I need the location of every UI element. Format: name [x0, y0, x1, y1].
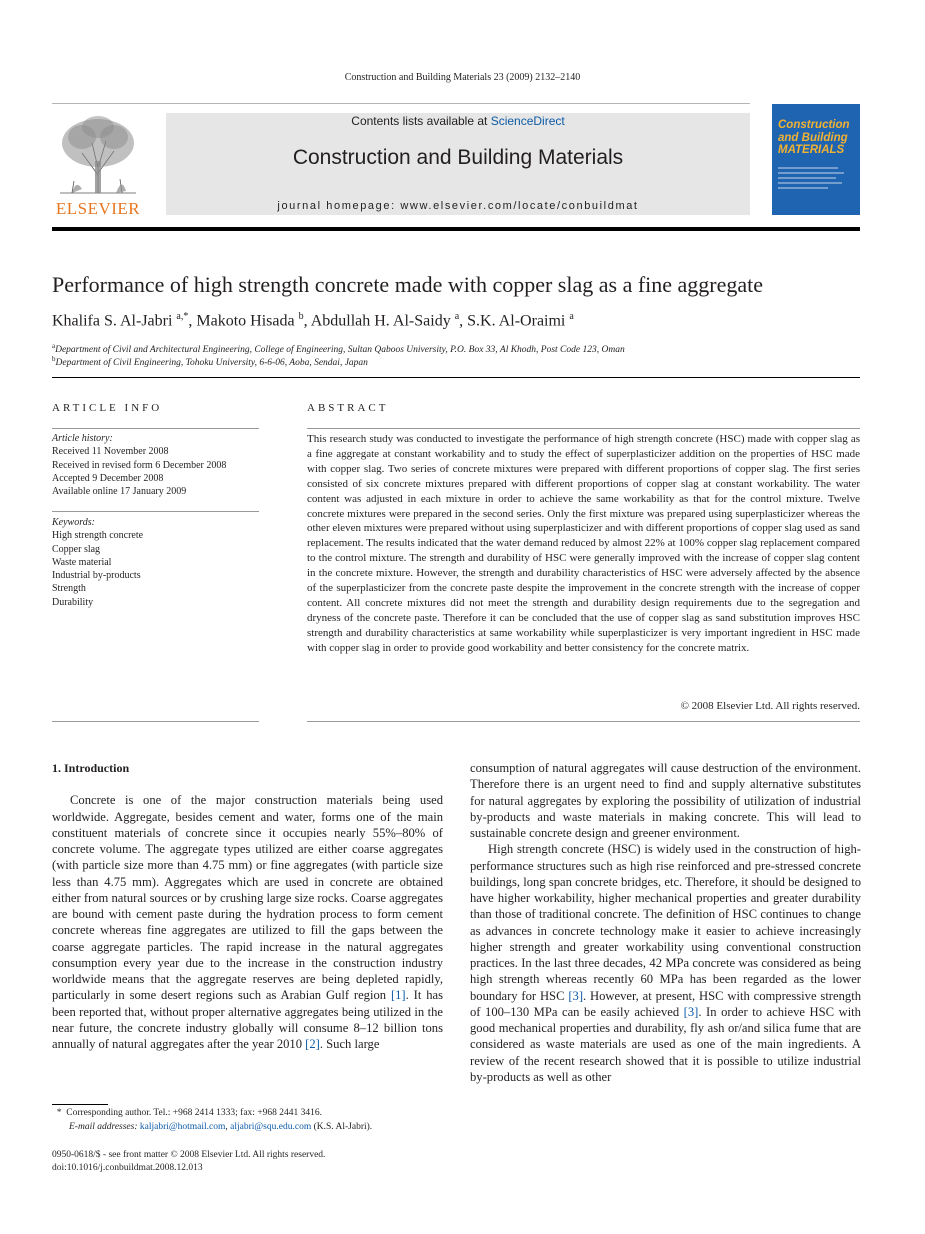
author-separator: , — [459, 312, 468, 330]
abstract-bottom-rule — [307, 721, 860, 722]
history-item: Received in revised form 6 December 2008 — [52, 459, 227, 471]
article-info-rule — [52, 428, 259, 429]
keyword: Durability — [52, 596, 94, 608]
history-item: Received 11 November 2008 — [52, 446, 169, 458]
paragraph-text: . Such large — [319, 1037, 380, 1051]
article-title: Performance of high strength concrete made with copper slag as a fine aggregate — [52, 272, 764, 297]
body-column-right — [470, 760, 861, 1085]
author-affil-mark[interactable]: a,* — [176, 311, 189, 322]
paragraph-text: . However, at present, HSC with compressive strength of 100–130 MPa can be easily achieved — [470, 988, 861, 1019]
issn-line: 0950-0618/$ - see front matter © 2008 Elsevier Ltd. All rights reserved. — [52, 1150, 326, 1160]
history-label: Article history: — [52, 433, 113, 444]
journal-citation: Construction and Building Materials 23 (2009) 2132–2140 — [344, 72, 581, 83]
asterisk-mark: * — [56, 1108, 62, 1118]
doi-line[interactable]: doi:10.1016/j.conbuildmat.2008.12.013 — [52, 1163, 203, 1173]
journal-name: Construction and Building Materials — [292, 146, 624, 169]
reference-link[interactable]: [3] — [683, 1004, 699, 1019]
affiliation-b — [52, 355, 872, 368]
article-info-bottom-rule — [52, 721, 259, 722]
email-suffix: (K.S. Al-Jabri). — [313, 1122, 373, 1132]
cover-title: Construction and Building MATERIALS — [778, 119, 850, 156]
keyword: Strength — [52, 583, 86, 595]
email-link[interactable]: aljabri@squ.edu.com — [230, 1122, 312, 1132]
elsevier-wordmark: ELSEVIER — [55, 199, 141, 218]
heading-spacer — [52, 776, 443, 792]
author-name: Abdullah H. Al-Saidy — [310, 312, 451, 330]
reference-link[interactable]: [2] — [305, 1037, 320, 1051]
sciencedirect-link[interactable]: ScienceDirect — [490, 114, 565, 128]
header-thick-rule — [52, 227, 860, 231]
title-divider — [52, 377, 860, 378]
abstract-rule — [307, 428, 860, 429]
email-label: E-mail addresses: — [69, 1122, 138, 1132]
section-heading: 1. Introduction — [52, 761, 130, 775]
affiliation-text: Department of Civil Engineering, Tohoku University, 6-6-06, Aoba, Sendai, Japan — [55, 358, 368, 369]
keywords-block — [52, 516, 259, 609]
keywords-rule — [52, 511, 259, 512]
hsc-paragraph — [470, 841, 861, 1085]
author-separator: , — [303, 312, 311, 330]
author-name: S.K. Al-Oraimi — [467, 312, 566, 330]
footnote-text: Corresponding author. Tel.: +968 2414 1333; fax: +968 2441 3416. — [66, 1108, 323, 1118]
author-name: Makoto Hisada — [196, 312, 295, 330]
keyword: Copper slag — [52, 543, 101, 555]
contents-prefix: Contents lists available at — [351, 114, 491, 128]
reference-link[interactable]: [1] — [390, 988, 406, 1003]
body-column-left — [52, 760, 443, 1052]
author-affil-mark[interactable]: a — [569, 311, 574, 322]
keywords-label: Keywords: — [52, 517, 95, 528]
cover-text-lines — [778, 165, 850, 195]
contents-line — [166, 114, 750, 128]
email-link[interactable]: kaljabri@hotmail.com — [139, 1122, 226, 1132]
email-note: E-mail addresses: kaljabri@hotmail.com, aljabri@squ.edu.com (K.S. Al-Jabri). — [69, 1122, 373, 1132]
footnote-rule — [52, 1104, 108, 1105]
intro-paragraph — [52, 792, 443, 1052]
journal-homepage[interactable]: journal homepage: www.elsevier.com/locate/conbuildmat — [277, 200, 639, 212]
history-item: Accepted 9 December 2008 — [52, 472, 164, 484]
keyword: Waste material — [52, 556, 112, 568]
header-divider — [52, 103, 750, 104]
continued-paragraph: consumption of natural aggregates will cause destruction of the environment. Therefore there is an urgent need to find and supply alternative substitutes for natural aggregates by exploring the possibility of utilization of industrial by-products and waste materials in making concrete. This will lead to sustainable concrete design and greener environment. — [470, 761, 861, 840]
corresponding-author-note — [52, 1108, 452, 1118]
affiliation-text: Department of Civil and Architectural Engineering, College of Engineering, Sultan Qaboos University, P.O. Box 33, Al Khodh, Post Code 123, Oman — [55, 345, 625, 356]
paragraph-text: High strength concrete (HSC) is widely used in the construction of high-performance structures such as high rise reinforced and pre-stressed concrete buildings, long span concrete bridges, etc. Therefore, it should be designed to have higher workability, higher mechanical properties and greater durability than those of traditional concrete. The definition of HSC continues to change as advances in concrete technology make it easier to achieve increasingly higher strength and greater workability using conventional construction practices. In the last three decades, 42 MPa concrete was considered as being high strength whereas recently 60 MPa has been regarded as the lower boundary for HSC — [470, 842, 861, 1003]
paragraph-text: . It has been reported that, without proper alternative aggregates being utilized in the near future, the concrete industry globally will consume 8–12 billion tons annually of natural aggregates after the year 2010 — [52, 988, 443, 1051]
author-affil-mark[interactable]: a — [454, 311, 460, 322]
article-info-heading: ARTICLE INFO — [52, 402, 163, 414]
author-list — [52, 311, 872, 330]
abstract-copyright: © 2008 Elsevier Ltd. All rights reserved. — [680, 700, 860, 712]
author-affil-mark[interactable]: b — [298, 311, 304, 322]
affiliation-mark: b — [52, 355, 56, 363]
abstract-heading: ABSTRACT — [307, 402, 389, 414]
abstract-text: This research study was conducted to investigate the performance of high strength concrete (HSC) made with copper slag as a fine aggregate at constant workability and to study the effect of superplasticizer addition on the properties of HSC made with copper slag. Two series of concrete mixtures were prepared with different proportions of copper slag. The first series consisted of six concrete mixtures prepared with different proportions of copper slag at constant workability. The water content was adjusted in each mixture in order to achieve the same workability as that for the control mixture. Twelve concrete mixtures were prepared in the second series. Only the first mixture was prepared using superplasticizer whereas the other eleven mixtures were prepared without using superplasticizer and with different proportions of copper slag used as sand replacement. The results indicated that the water demand reduced by almost 22% at 100% copper slag replacement compared to the control mixture. The strength and durability of HSC were generally improved with the increase of copper slag content in the concrete mixture. However, the strength and durability characteristics of HSC were adversely affected by the absence of the superplasticizer from the concrete paste despite the improvement in the concrete strength with the increase of copper content. All concrete mixtures did not meet the strength and durability design requirements due to the segregation and dryness of the concrete paste. Therefore it can be concluded that the use of copper slag as sand substitution improves HSC strength and durability characteristics at same workability while superplasticizer is very important ingredient in HSC made with copper slag in order to provide good workability and better consistency for the concrete matrix. — [307, 433, 860, 654]
keyword: High strength concrete — [52, 530, 144, 542]
author-name: Khalifa S. Al-Jabri — [52, 312, 173, 330]
paragraph-text: . In order to achieve HSC with good mechanical properties and durability, fly ash or/and silica fume that are considered as waste materials are used as one of the main ingredients. A review of the recent research showed that it is possible to utilize industrial by-products as well as other — [470, 1004, 861, 1084]
article-history — [52, 432, 259, 498]
affiliation-a — [52, 342, 872, 355]
history-item: Available online 17 January 2009 — [52, 486, 187, 498]
reference-link[interactable]: [3] — [568, 988, 584, 1003]
paragraph-text: Concrete is one of the major construction materials being used worldwide. Aggregate, besides cement and water, forms one of the main constituent materials of concrete since it occupies nearly 55%–80% of concrete volume. The aggregate types utilized are either coarse aggregates (with particle size more than 4.75 mm) or fine aggregates (with particle size less than 4.75 mm). Aggregates which are used in concrete are obtained either from natural sources or by crushing large size rocks. Coarse aggregates are bound with cement paste during the hydration process to form cement concrete whereas fine aggregates are utilized to fill the gaps between the coarse aggregate particles. The rapid increase in the natural aggregates consumption every year due to the increase in the construction industry worldwide means that the aggregate reserves are being depleted rapidly, particularly in some desert regions such as Arabian Gulf region — [52, 793, 443, 1003]
author-separator: , — [188, 312, 197, 330]
keyword: Industrial by-products — [52, 570, 141, 582]
affiliation-mark: a — [52, 342, 56, 350]
